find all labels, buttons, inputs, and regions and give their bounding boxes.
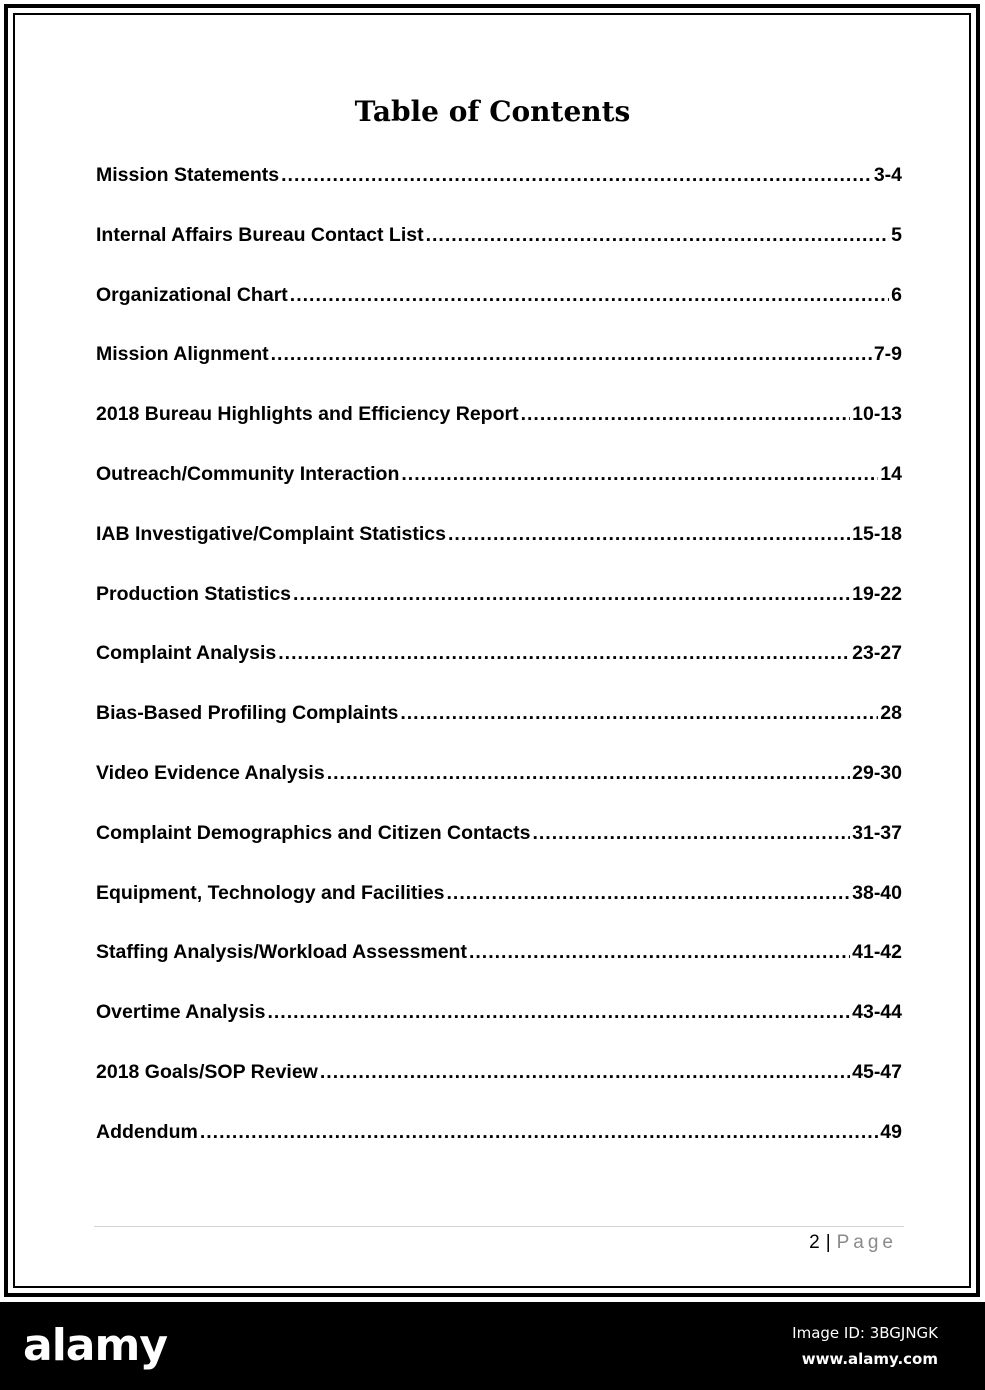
toc-entry-pages: 29-30 (852, 761, 902, 784)
toc-entry-pages: 28 (880, 702, 902, 725)
toc-entry-label: Organizational Chart (96, 283, 288, 306)
toc-entry (96, 882, 902, 942)
toc-entry (96, 224, 902, 284)
toc-entry-pages: 45-47 (852, 1060, 902, 1083)
toc-dot-leader (327, 762, 850, 785)
toc-entry-label: 2018 Goals/SOP Review (96, 1060, 318, 1083)
toc-entry (96, 822, 902, 882)
toc-dot-leader (278, 642, 850, 665)
toc-entry (96, 343, 902, 403)
toc-dot-leader (293, 583, 850, 606)
toc-entry-pages: 31-37 (852, 821, 902, 844)
toc-dot-leader (290, 284, 889, 307)
toc-entry (96, 1061, 902, 1121)
toc-entry-pages: 41-42 (852, 941, 902, 964)
toc-dot-leader (320, 1061, 850, 1084)
page-footer (809, 1232, 897, 1254)
toc-entry-label: Internal Affairs Bureau Contact List (96, 223, 424, 246)
footer-page-word: Page (836, 1232, 897, 1253)
toc-entry-label: Mission Statements (96, 164, 280, 186)
toc-entry-label: Overtime Analysis (96, 1001, 266, 1024)
toc-entry-label: Outreach/Community Interaction (96, 462, 400, 485)
toc-entry-pages: 23-27 (852, 642, 902, 665)
toc-entry (96, 762, 902, 822)
toc-entry-label: Complaint Analysis (96, 642, 277, 665)
toc-entry-label: Complaint Demographics and Citizen Contacts (96, 821, 531, 844)
stock-watermark-banner (0, 1302, 985, 1390)
toc-entry (96, 1001, 902, 1061)
toc-entry-label: Staffing Analysis/Workload Assessment (96, 941, 467, 964)
stock-image-id: Image ID: 3BGJNGK (792, 1324, 938, 1342)
toc-entry-pages: 38-40 (852, 881, 902, 904)
toc-entry-label: Video Evidence Analysis (96, 761, 325, 784)
page-title: Table of Contents (354, 95, 631, 128)
toc-entry-label: Bias-Based Profiling Complaints (96, 702, 399, 725)
toc-entry (96, 463, 902, 523)
toc-entry (96, 702, 902, 762)
toc-dot-leader (426, 224, 890, 247)
toc-entry (96, 284, 902, 344)
stock-url: www.alamy.com (801, 1350, 938, 1368)
toc-entry (96, 164, 902, 224)
toc-dot-leader (447, 882, 851, 905)
toc-entry-label: Addendum (96, 1120, 198, 1143)
toc-entry (96, 523, 902, 583)
toc-entry-pages: 49 (880, 1120, 902, 1143)
toc-entry-label: 2018 Bureau Highlights and Efficiency Report (96, 403, 519, 426)
toc-dot-leader (400, 702, 878, 725)
toc-entry-pages: 3-4 (873, 164, 902, 186)
footer-page-number: 2 (809, 1232, 820, 1253)
toc-entry-pages: 5 (891, 223, 902, 246)
toc-entry-label: Mission Alignment (96, 343, 269, 366)
toc-dot-leader (200, 1121, 878, 1144)
toc-dot-leader (267, 1001, 850, 1024)
toc-dot-leader (448, 523, 850, 546)
footer-separator: | (825, 1232, 831, 1253)
toc-entry-pages: 14 (880, 462, 902, 485)
alamy-logo: alamy (23, 1320, 167, 1371)
toc-entry-pages: 43-44 (852, 1001, 902, 1024)
toc-dot-leader (469, 941, 850, 964)
toc-entry-pages: 6 (891, 283, 902, 306)
toc-dot-leader (532, 822, 850, 845)
toc-entry (96, 403, 902, 463)
table-of-contents (96, 164, 902, 1181)
toc-entry-label: Equipment, Technology and Facilities (96, 881, 445, 904)
toc-entry-pages: 7-9 (873, 343, 902, 366)
toc-entry (96, 1121, 902, 1181)
toc-entry-pages: 15-18 (852, 522, 902, 545)
toc-entry-pages: 19-22 (852, 582, 902, 605)
toc-entry-label: IAB Investigative/Complaint Statistics (96, 522, 447, 545)
toc-entry (96, 642, 902, 702)
toc-entry (96, 941, 902, 1001)
toc-dot-leader (401, 463, 878, 486)
toc-dot-leader (281, 164, 872, 187)
toc-dot-leader (521, 403, 851, 426)
toc-entry (96, 583, 902, 643)
toc-dot-leader (271, 343, 872, 366)
toc-entry-label: Production Statistics (96, 582, 292, 605)
footer-divider (94, 1226, 904, 1227)
toc-entry-pages: 10-13 (852, 403, 902, 426)
